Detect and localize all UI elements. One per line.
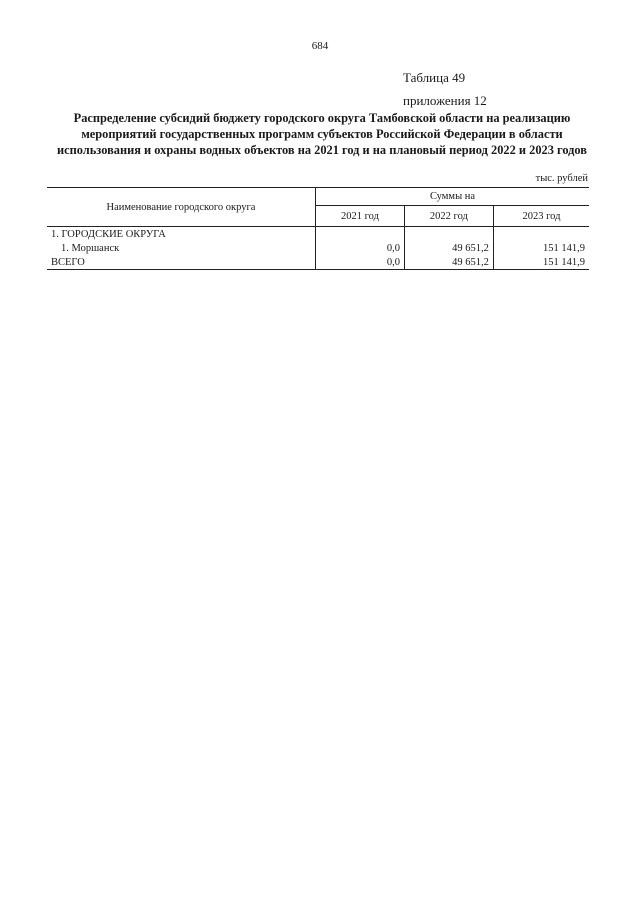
document-title: Распределение субсидий бюджету городского округа Тамбовской области на реализацию мероприятий государственных программ субъектов Российской Федерации в области использования и охраны водных объектов на 2021 год и на плановый период 2022 и 2023 годов xyxy=(56,111,588,157)
section-cell-empty xyxy=(316,227,405,242)
budget-table xyxy=(47,187,589,270)
total-value-2022: 49 651,2 xyxy=(404,255,493,270)
table-row xyxy=(47,241,589,255)
table-header-row xyxy=(47,188,589,206)
section-row xyxy=(47,227,589,242)
section-cell-empty xyxy=(493,227,589,242)
header-year-2023: 2023 год xyxy=(493,206,589,227)
appendix-label: приложения 12 xyxy=(403,93,487,108)
row-value-2023: 151 141,9 xyxy=(493,241,589,255)
total-value-2023: 151 141,9 xyxy=(493,255,589,270)
header-name: Наименование городского округа xyxy=(47,188,316,227)
section-label: 1. ГОРОДСКИЕ ОКРУГА xyxy=(51,228,166,240)
page-number: 684 xyxy=(311,40,329,52)
total-value-2021: 0,0 xyxy=(316,255,405,270)
total-label: ВСЕГО xyxy=(47,255,316,270)
header-year-2021: 2021 год xyxy=(316,206,405,227)
row-value-2022: 49 651,2 xyxy=(404,241,493,255)
row-value-2021: 0,0 xyxy=(316,241,405,255)
header-year-2022: 2022 год xyxy=(404,206,493,227)
table-number: Таблица 49 xyxy=(403,70,466,85)
total-row xyxy=(47,255,589,270)
units-label: тыс. рублей xyxy=(535,173,588,184)
row-name: 1. Моршанск xyxy=(61,242,120,254)
section-cell-empty xyxy=(404,227,493,242)
header-sums: Суммы на xyxy=(316,188,590,206)
